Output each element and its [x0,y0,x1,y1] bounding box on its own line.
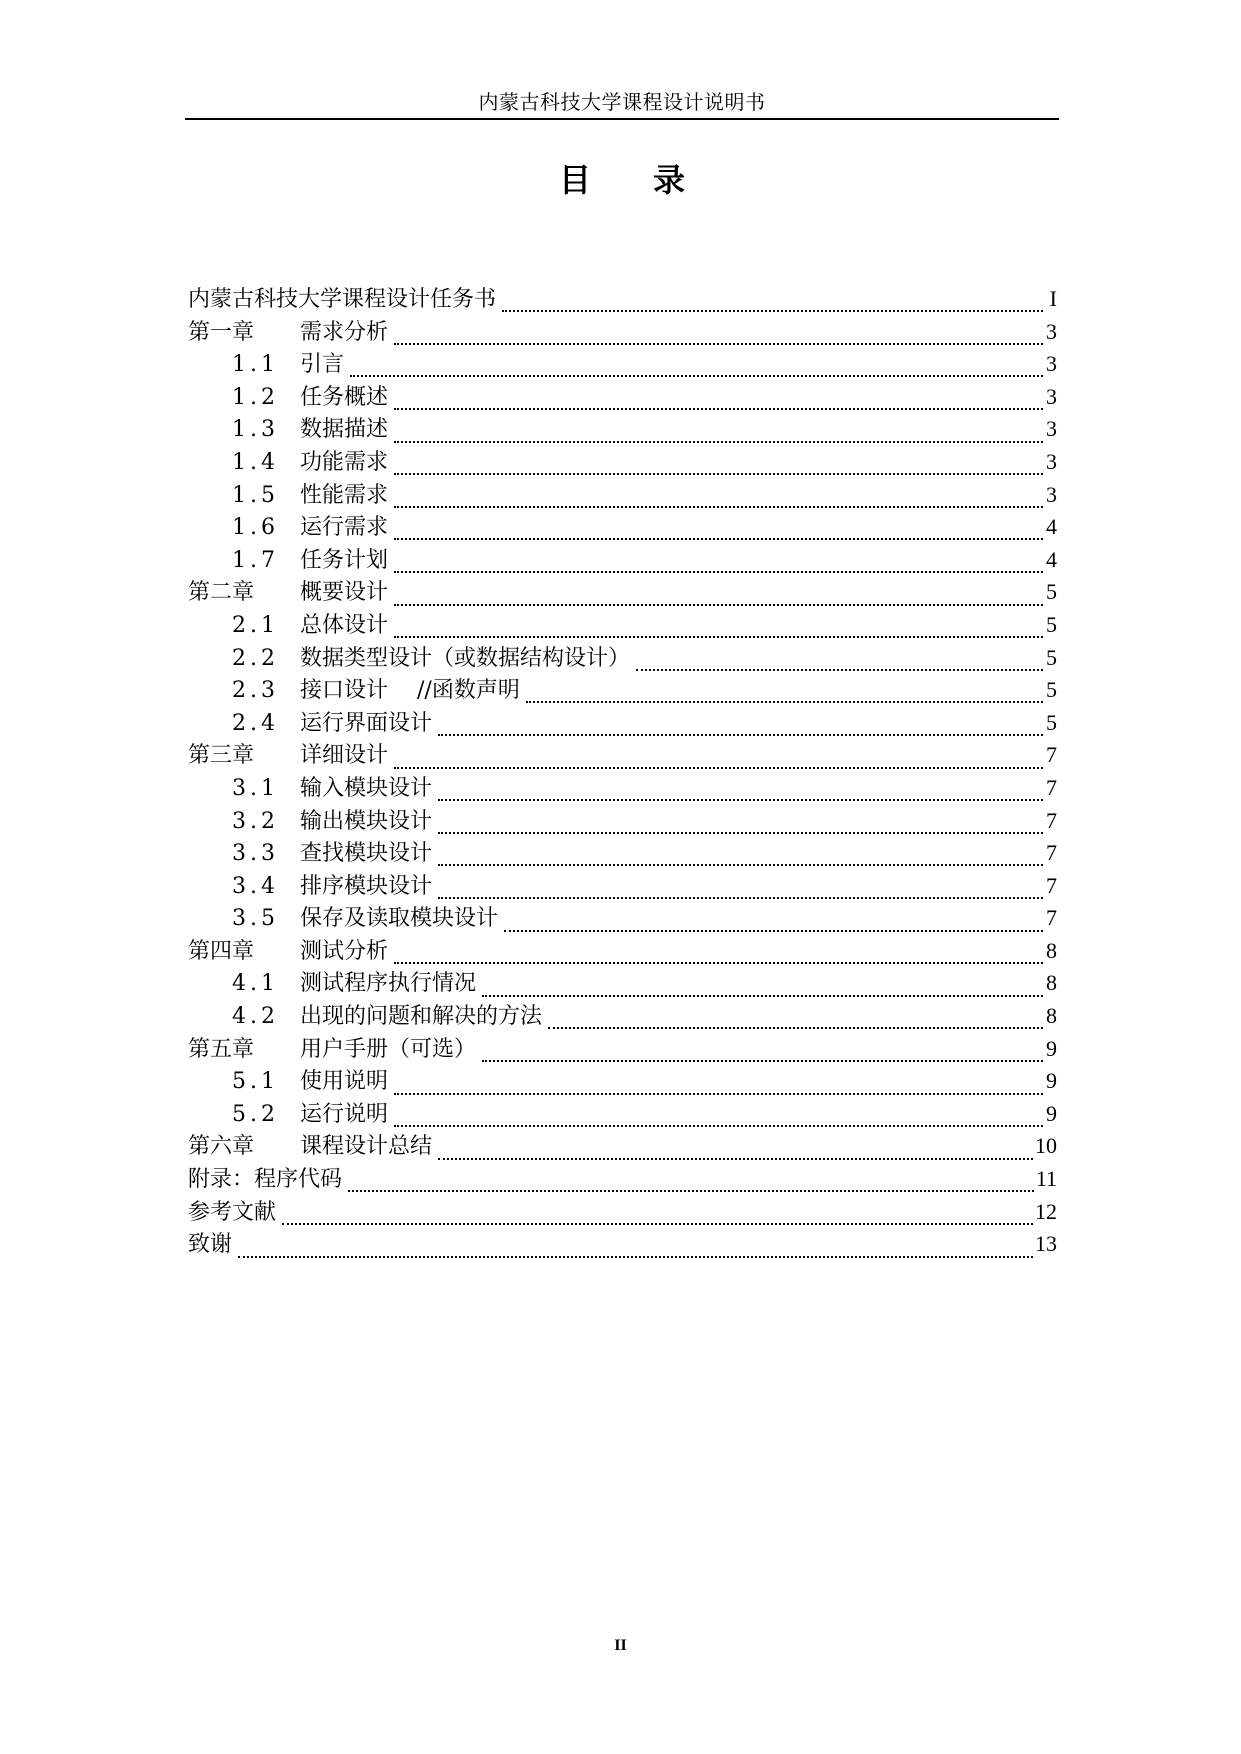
toc-entry-title: 任务概述 [300,384,389,410]
toc-dot-leader [482,1040,1043,1062]
toc-entry-page: 3 [1046,448,1057,474]
toc-entry-number: 2.2 [232,645,279,671]
toc-entry[interactable] [188,739,1057,772]
toc-entry[interactable] [188,772,1057,805]
toc-entry-number: 3.5 [232,906,279,932]
toc-entry-page: 7 [1046,905,1057,931]
toc-entry-page: 9 [1046,1100,1057,1126]
toc-dot-leader [636,649,1043,671]
toc-entry[interactable] [188,348,1057,381]
toc-dot-leader [438,844,1043,866]
toc-entry-page: 8 [1046,1003,1057,1029]
toc-entry-page: 5 [1046,611,1057,637]
toc-entry-number: 5.2 [232,1101,279,1127]
toc-dot-leader [502,290,1043,312]
toc-entry[interactable] [188,544,1057,577]
toc-entry-page: 7 [1046,742,1057,768]
toc-entry[interactable] [188,1033,1057,1066]
toc-entry[interactable] [188,413,1057,446]
toc-dot-leader [350,355,1043,377]
toc-entry-page: 5 [1046,709,1057,735]
toc-entry-title: 任务计划 [300,547,389,573]
toc-entry-number: 1.1 [232,352,279,378]
toc-entry-title: 排序模块设计 [300,873,433,899]
toc-entry-number: 5.1 [232,1069,279,1095]
toc-dot-leader [394,747,1043,769]
toc-entry-page: 12 [1035,1198,1057,1224]
toc-dot-leader [394,1105,1043,1127]
toc-entry-number: 3.3 [232,841,279,867]
toc-entry-number: 3.2 [232,808,279,834]
toc-entry-page: 7 [1046,774,1057,800]
toc-entry-number: 2.3 [232,678,279,704]
toc-entry-page: 10 [1035,1133,1057,1159]
toc-entry-title: 接口设计 //函数声明 [300,678,520,704]
toc-entry[interactable] [188,316,1057,349]
toc-entry-title: 运行界面设计 [300,710,433,736]
toc-entry-page: 4 [1046,514,1057,540]
toc-entry[interactable] [188,609,1057,642]
toc-entry-title: 功能需求 [300,449,389,475]
toc-entry-page: 9 [1046,1035,1057,1061]
toc-dot-leader [394,323,1043,345]
toc-entry-title: 数据描述 [300,417,389,443]
toc-entry-page: 3 [1046,383,1057,409]
toc-entry[interactable] [188,576,1057,609]
toc-entry[interactable] [188,674,1057,707]
toc-entry[interactable] [188,1163,1057,1196]
toc-entry-title: 使用说明 [300,1069,389,1095]
toc-dot-leader [394,388,1043,410]
toc-entry-page: 3 [1046,351,1057,377]
toc-entry-title: 运行说明 [300,1101,389,1127]
toc-dot-leader [526,681,1043,703]
toc-dot-leader [348,1170,1034,1192]
toc-entry-page: 5 [1046,579,1057,605]
toc-entry-number: 1.6 [232,515,279,541]
toc-entry-title: 引言 [300,352,345,378]
running-header: 内蒙古科技大学课程设计说明书 [478,90,766,114]
toc-entry-page: 7 [1046,840,1057,866]
toc-entry-page: 7 [1046,872,1057,898]
toc-entry-number: 1.2 [232,384,279,410]
toc-entry-number: 3.1 [232,775,279,801]
toc-entry-title: 测试分析 [300,938,389,964]
toc-entry-page: 9 [1046,1068,1057,1094]
toc-entry-page: 5 [1046,644,1057,670]
toc-entry-title: 附录：程序代码 [188,1167,343,1193]
toc-entry[interactable] [188,1098,1057,1131]
toc-entry-page: 11 [1035,1166,1057,1192]
toc-entry[interactable] [188,381,1057,414]
toc-entry-number: 1.4 [232,449,279,475]
toc-entry-title: 用户手册（可选） [300,1036,477,1062]
toc-entry-title: 查找模块设计 [300,841,433,867]
toc-entry[interactable] [188,446,1057,479]
toc-dot-leader [394,1073,1043,1095]
toc-entry[interactable] [188,1228,1057,1261]
header-rule [185,118,1059,120]
toc-entry[interactable] [188,935,1057,968]
toc-entry-title: 输出模块设计 [300,808,433,834]
toc-heading-char-1: 目 [558,161,591,199]
toc-entry-title: 测试程序执行情况 [300,971,477,997]
toc-dot-leader [548,1007,1043,1029]
toc-dot-leader [394,584,1043,606]
toc-entry-number: 第三章 [188,743,255,769]
toc-entry-title: 详细设计 [300,743,389,769]
toc-dot-leader [438,812,1043,834]
toc-dot-leader [394,942,1043,964]
toc-entry-page: 4 [1046,546,1057,572]
toc-entry-title: 需求分析 [300,319,389,345]
toc-dot-leader [394,616,1043,638]
toc-entry-title: 参考文献 [188,1199,277,1225]
toc-entry-page: 13 [1035,1231,1057,1257]
toc-dot-leader [438,1138,1033,1160]
toc-heading [185,160,1059,200]
toc-list [188,283,1057,1261]
toc-entry-number: 2.1 [232,612,279,638]
toc-entry-number: 4.1 [232,971,279,997]
toc-dot-leader [394,518,1043,540]
toc-entry[interactable] [188,902,1057,935]
toc-entry[interactable] [188,511,1057,544]
toc-dot-leader [504,910,1043,932]
toc-dot-leader [394,551,1043,573]
toc-dot-leader [482,975,1043,997]
toc-entry-title: 致谢 [188,1232,233,1258]
toc-entry-page: 3 [1046,481,1057,507]
toc-entry-page: 7 [1046,807,1057,833]
toc-entry-number: 1.7 [232,547,279,573]
toc-entry-title: 出现的问题和解决的方法 [300,1004,543,1030]
toc-entry-title: 内蒙古科技大学课程设计任务书 [188,287,497,312]
toc-entry-title: 输入模块设计 [300,775,433,801]
toc-entry-number: 1.5 [232,482,279,508]
toc-entry-number: 4.2 [232,1004,279,1030]
toc-entry-title: 总体设计 [300,612,389,638]
toc-entry-page: I [1049,286,1057,311]
toc-entry-title: 课程设计总结 [300,1134,433,1160]
toc-entry-title: 概要设计 [300,580,389,606]
toc-entry-number: 第四章 [188,938,255,964]
toc-entry-number: 第五章 [188,1036,255,1062]
toc-entry-number: 1.3 [232,417,279,443]
toc-entry-page: 5 [1046,677,1057,703]
toc-dot-leader [282,1203,1033,1225]
page-number: II [614,1637,627,1654]
toc-entry[interactable] [188,707,1057,740]
toc-heading-char-2: 录 [653,161,686,199]
toc-entry[interactable] [188,1065,1057,1098]
toc-entry-page: 3 [1046,416,1057,442]
toc-entry[interactable] [188,837,1057,870]
toc-entry[interactable] [188,805,1057,838]
toc-entry[interactable] [188,642,1057,675]
toc-entry-number: 第二章 [188,580,255,606]
toc-entry-page: 3 [1046,318,1057,344]
toc-dot-leader [438,714,1043,736]
toc-entry-title: 数据类型设计（或数据结构设计） [300,645,631,671]
toc-entry[interactable] [188,870,1057,903]
toc-entry-title: 性能需求 [300,482,389,508]
toc-dot-leader [438,779,1043,801]
toc-entry[interactable] [188,283,1057,316]
toc-entry-page: 8 [1046,937,1057,963]
toc-entry[interactable] [188,479,1057,512]
toc-entry-title: 运行需求 [300,515,389,541]
toc-dot-leader [394,486,1043,508]
toc-entry[interactable] [188,1130,1057,1163]
toc-entry[interactable] [188,1196,1057,1229]
toc-dot-leader [238,1236,1033,1258]
toc-entry[interactable] [188,967,1057,1000]
toc-entry-title: 保存及读取模块设计 [300,906,499,932]
toc-entry-number: 第六章 [188,1134,255,1160]
toc-entry[interactable] [188,1000,1057,1033]
toc-entry-number: 2.4 [232,710,279,736]
toc-dot-leader [394,453,1043,475]
toc-entry-page: 8 [1046,970,1057,996]
toc-dot-leader [394,421,1043,443]
toc-entry-number: 3.4 [232,873,279,899]
toc-dot-leader [438,877,1043,899]
toc-entry-number: 第一章 [188,319,255,345]
